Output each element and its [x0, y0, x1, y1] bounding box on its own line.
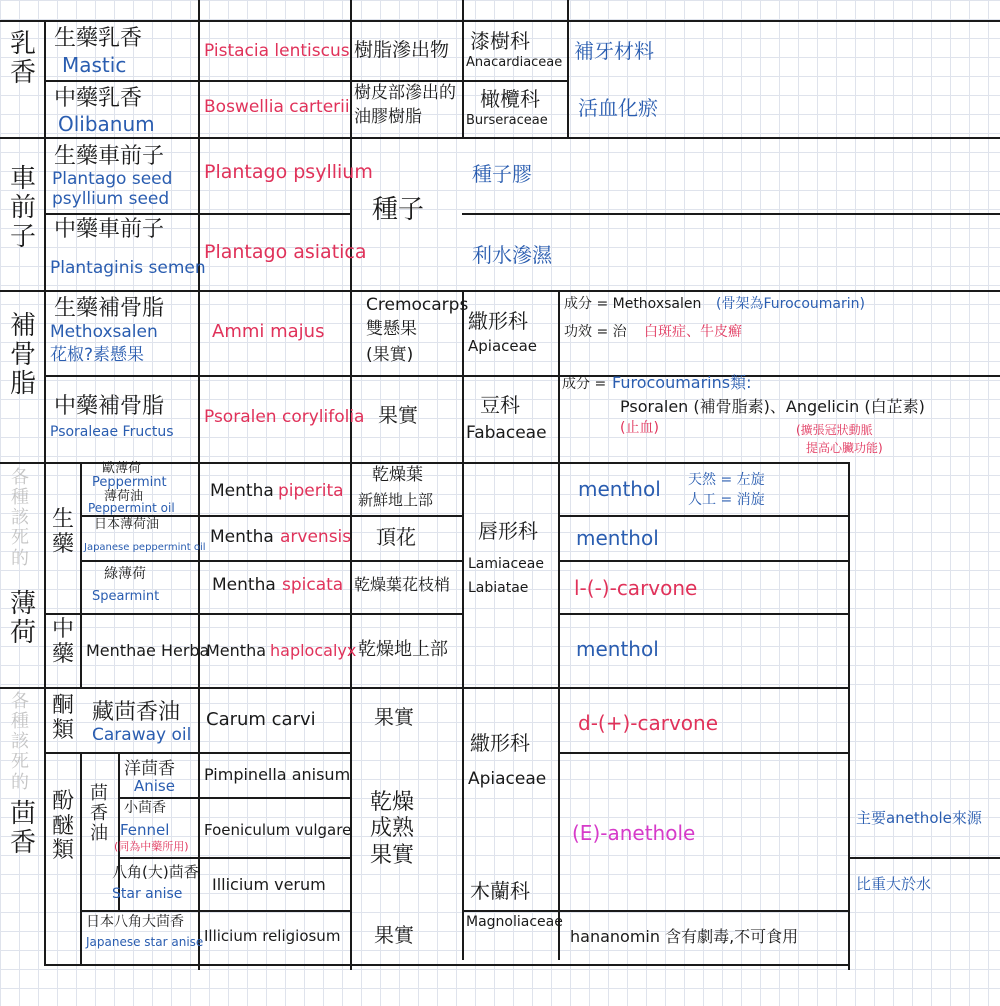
ruxiang-r2-species: Boswellia carterii [204, 97, 350, 117]
cheqianzi-part: 種子 [372, 195, 425, 225]
rule-cheqianzi-mid-r [462, 213, 1000, 215]
fennel-r1-part: 果實 [374, 705, 414, 729]
mint-r3-part: 乾燥葉花枝梢 [354, 575, 451, 594]
rule-star [80, 910, 351, 912]
buguzhi-r2-comp-f: 提高心臟功能) [806, 441, 883, 455]
mint-r1-part2: 新鮮地上部 [358, 491, 434, 509]
fennel-r5-comp: hananomin 含有劇毒,不可食用 [570, 927, 799, 946]
buguzhi-r2-comp-c: Psoralen (補骨脂素)、Angelicin (白芷素) [620, 397, 925, 416]
rule-top [0, 20, 1000, 22]
ruxiang-r2-name: 中藥乳香 [54, 86, 143, 111]
col-rule-4b [462, 290, 464, 960]
mint-r3-en: Spearmint [92, 589, 160, 604]
ruxiang-r2-family-zh: 橄欖科 [480, 87, 540, 111]
col-rule-1 [44, 20, 46, 964]
fennel-anethole: (E)-anethole [572, 821, 696, 845]
mint-r1-comp-n1: 天然 = 左旋 [688, 472, 765, 488]
mint-r1-sp-a: Mentha [210, 481, 274, 501]
mint-r1-sp-b: piperita [278, 481, 344, 501]
ruxiang-r1-family-zh: 漆樹科 [470, 29, 530, 53]
buguzhi-r1-comp-b: (骨架為Furocoumarin) [716, 296, 865, 312]
ruxiang-r2-latin: Olibanum [58, 112, 155, 136]
buguzhi-r2-family-zh: 豆科 [480, 393, 520, 417]
cheqianzi-r1-species: Plantago psyllium [204, 161, 373, 183]
rule-note-mid [848, 857, 1000, 859]
group-mint: 薄荷 [9, 589, 36, 649]
ruxiang-r2-use: 活血化瘀 [578, 96, 658, 120]
fennel-phenolether-label: 酚醚類 [51, 789, 74, 864]
fennel-r2-sp: Pimpinella anisum [204, 765, 351, 784]
buguzhi-r1-family-la: Apiaceae [468, 337, 538, 355]
mint-r2-zh: 日本薄荷油 [94, 517, 160, 532]
rule-after-mint [0, 687, 848, 689]
mint-r1-comp: menthol [578, 477, 661, 501]
fennel-r4-en: Star anise [112, 886, 183, 902]
rule-buguzhi-mid [44, 375, 1000, 377]
fennel-r3-note: (同為中藥所用) [114, 840, 189, 853]
fennel-r5-part: 果實 [374, 923, 414, 947]
mint-r4-part: 乾燥地上部 [358, 639, 448, 660]
cheqianzi-r2-name: 中藥車前子 [54, 217, 165, 242]
fennel-family-b-la: Magnoliaceae [466, 914, 563, 930]
cheqianzi-r2-use: 利水滲濕 [472, 243, 552, 267]
rule-mint-2 [80, 560, 463, 562]
mint-r2-en: Japanese peppermint oil [84, 542, 206, 553]
fennel-note-density: 比重大於水 [856, 875, 932, 893]
buguzhi-r1-species: Ammi majus [212, 321, 325, 342]
fennel-ripe-part: 乾燥成熟果實 [370, 790, 415, 868]
fennel-r3-sp: Foeniculum vulgare [204, 821, 352, 839]
fennel-r4-sp: Illicium verum [212, 875, 326, 894]
buguzhi-r1-name: 生藥補骨脂 [54, 296, 165, 321]
ruxiang-r2-part-1: 樹皮部滲出的 [354, 83, 456, 103]
buguzhi-r1-part-3: (果實) [366, 345, 414, 365]
ruxiang-r2-part-2: 油膠樹脂 [354, 107, 422, 127]
mint-r1-oil-zh: 薄荷油 [104, 489, 144, 504]
buguzhi-r2-latin: Psoraleae Fructus [50, 424, 174, 440]
col-rule-5b [558, 290, 560, 960]
buguzhi-r1-comp-a: 成分 = Methoxsalen [564, 296, 702, 312]
fennel-r5-en: Japanese star anise [86, 935, 204, 949]
col-rule-6 [848, 462, 850, 970]
col-rule-fennel-sub [80, 752, 82, 964]
buguzhi-r1-latin: Methoxsalen [50, 322, 158, 342]
mint-r3-zh: 綠薄荷 [104, 566, 146, 582]
ruxiang-r1-part: 樹脂滲出物 [354, 39, 450, 61]
mint-tcm-label: 中藥 [51, 617, 74, 667]
mint-r1-part: 乾燥葉 [372, 465, 423, 485]
fennel-r1-zh: 藏茴香油 [92, 700, 181, 725]
rule-bottom [44, 964, 848, 966]
fennel-r2-zh: 洋茴香 [124, 759, 175, 779]
cheqianzi-r1-latin-2: psyllium seed [52, 189, 170, 209]
fennel-ketone-label: 酮類 [51, 693, 74, 743]
buguzhi-r1-eff-a: 功效 = 治 [564, 324, 627, 340]
fennel-r1-sp: Carum carvi [206, 709, 316, 730]
rule-mint-2r [558, 560, 848, 562]
mint-family-zh: 唇形科 [478, 519, 538, 543]
rule-mint-3 [44, 613, 463, 615]
ruxiang-r1-use: 補牙材料 [574, 39, 654, 63]
rule-ruxiang-mid [44, 80, 568, 82]
group-fennel-note: 各種該死的 [11, 691, 29, 793]
mint-r4-name: Menthae Herba [86, 641, 210, 660]
mint-r2-sp-b: arvensis [280, 527, 352, 547]
fennel-r5-zh: 日本八角大茴香 [86, 914, 184, 930]
group-ruxiang: 乳香 [9, 29, 36, 89]
mint-r1-oil-en: Peppermint oil [88, 501, 175, 515]
rule-star-b [463, 910, 848, 912]
group-fennel: 茴香 [9, 799, 36, 859]
mint-r1-en: Peppermint [92, 475, 167, 490]
buguzhi-r2-part: 果實 [378, 403, 418, 427]
buguzhi-r2-comp-e: (擴張冠狀動脈 [796, 423, 873, 437]
mint-family-la2: Labiatae [468, 580, 529, 596]
rule-mint-3r [558, 613, 848, 615]
mint-r4-sp-a: Mentha [206, 641, 267, 660]
fennel-r4-zh: 八角(大)茴香 [112, 863, 199, 881]
fennel-r2-en: Anise [134, 777, 175, 795]
ruxiang-r1-name: 生藥乳香 [54, 26, 143, 51]
ruxiang-r2-family-la: Burseraceae [466, 113, 548, 128]
mint-r2-comp: menthol [576, 526, 659, 550]
rule-mint-1r [558, 515, 848, 517]
ruxiang-r1-family-la: Anacardiaceae [466, 55, 563, 70]
buguzhi-r2-name: 中藥補骨脂 [54, 394, 165, 419]
rule-ketone-r [558, 752, 848, 754]
mint-family-la1: Lamiaceae [468, 556, 544, 572]
buguzhi-r1-family-zh: 繖形科 [468, 309, 528, 333]
group-mint-note: 各種該死的 [11, 467, 29, 569]
buguzhi-r2-comp-b: Furocoumarins類: [612, 373, 752, 392]
rule-after-ruxiang [0, 137, 1000, 139]
col-rule-mint-sub [80, 462, 82, 687]
mint-r2-sp-a: Mentha [210, 527, 274, 547]
buguzhi-r2-comp-d: (止血) [620, 420, 659, 436]
mint-r4-comp: menthol [576, 637, 659, 661]
fennel-r5-sp: Illicium religiosum [204, 927, 341, 945]
rule-fennel [118, 857, 351, 859]
buguzhi-r2-comp-a: 成分 = [562, 376, 607, 392]
fennel-family-a-zh: 繖形科 [470, 731, 530, 755]
buguzhi-r1-part-2: 雙懸果 [366, 319, 417, 339]
cheqianzi-r1-latin-1: Plantago seed [52, 169, 173, 189]
ruxiang-r1-latin: Mastic [62, 53, 127, 77]
cheqianzi-r2-species: Plantago asiatica [204, 241, 367, 263]
mint-r1-comp-n2: 人工 = 消旋 [688, 492, 765, 508]
fennel-oil-group-label: 茴香油 [90, 783, 108, 845]
fennel-family-b-zh: 木蘭科 [470, 879, 530, 903]
group-buguzhi: 補骨脂 [9, 311, 36, 400]
mint-r3-sp-b: spicata [282, 575, 344, 595]
col-rule-4a [462, 0, 464, 137]
buguzhi-r2-species: Psoralen corylifolia [204, 407, 365, 427]
cheqianzi-r1-use: 種子膠 [472, 162, 532, 186]
mint-r1-zh: 歐薄荷 [102, 461, 142, 476]
mint-r4-sp-b: haplocalyx [270, 641, 357, 660]
mint-r2-part: 頂花 [376, 525, 416, 549]
rule-after-cheqianzi [0, 290, 1000, 292]
ruxiang-r1-species: Pistacia lentiscus [204, 41, 350, 61]
mint-r3-comp: l-(-)-carvone [574, 576, 698, 600]
fennel-note-source: 主要anethole來源 [856, 809, 982, 827]
cheqianzi-r2-latin: Plantaginis semen [50, 258, 206, 278]
fennel-r3-zh: 小茴香 [124, 800, 166, 816]
mint-raw-label: 生藥 [51, 507, 74, 557]
col-rule-2 [198, 0, 200, 970]
group-cheqianzi: 車前子 [9, 164, 36, 253]
mint-r3-sp-a: Mentha [212, 575, 276, 595]
fennel-r1-comp: d-(+)-carvone [578, 711, 719, 735]
fennel-r3-en: Fennel [120, 821, 170, 839]
buguzhi-r2-family-la: Fabaceae [466, 423, 547, 443]
cheqianzi-r1-name: 生藥車前子 [54, 144, 165, 169]
fennel-r1-en: Caraway oil [92, 725, 192, 745]
buguzhi-r1-eff-b: 白斑症、牛皮癬 [644, 324, 742, 340]
buguzhi-r1-alias: 花椒?素懸果 [50, 345, 145, 365]
fennel-family-a-la: Apiaceae [468, 769, 547, 789]
rule-anise [118, 797, 351, 799]
buguzhi-r1-part-1: Cremocarps [366, 295, 469, 315]
col-rule-5a [567, 0, 569, 137]
